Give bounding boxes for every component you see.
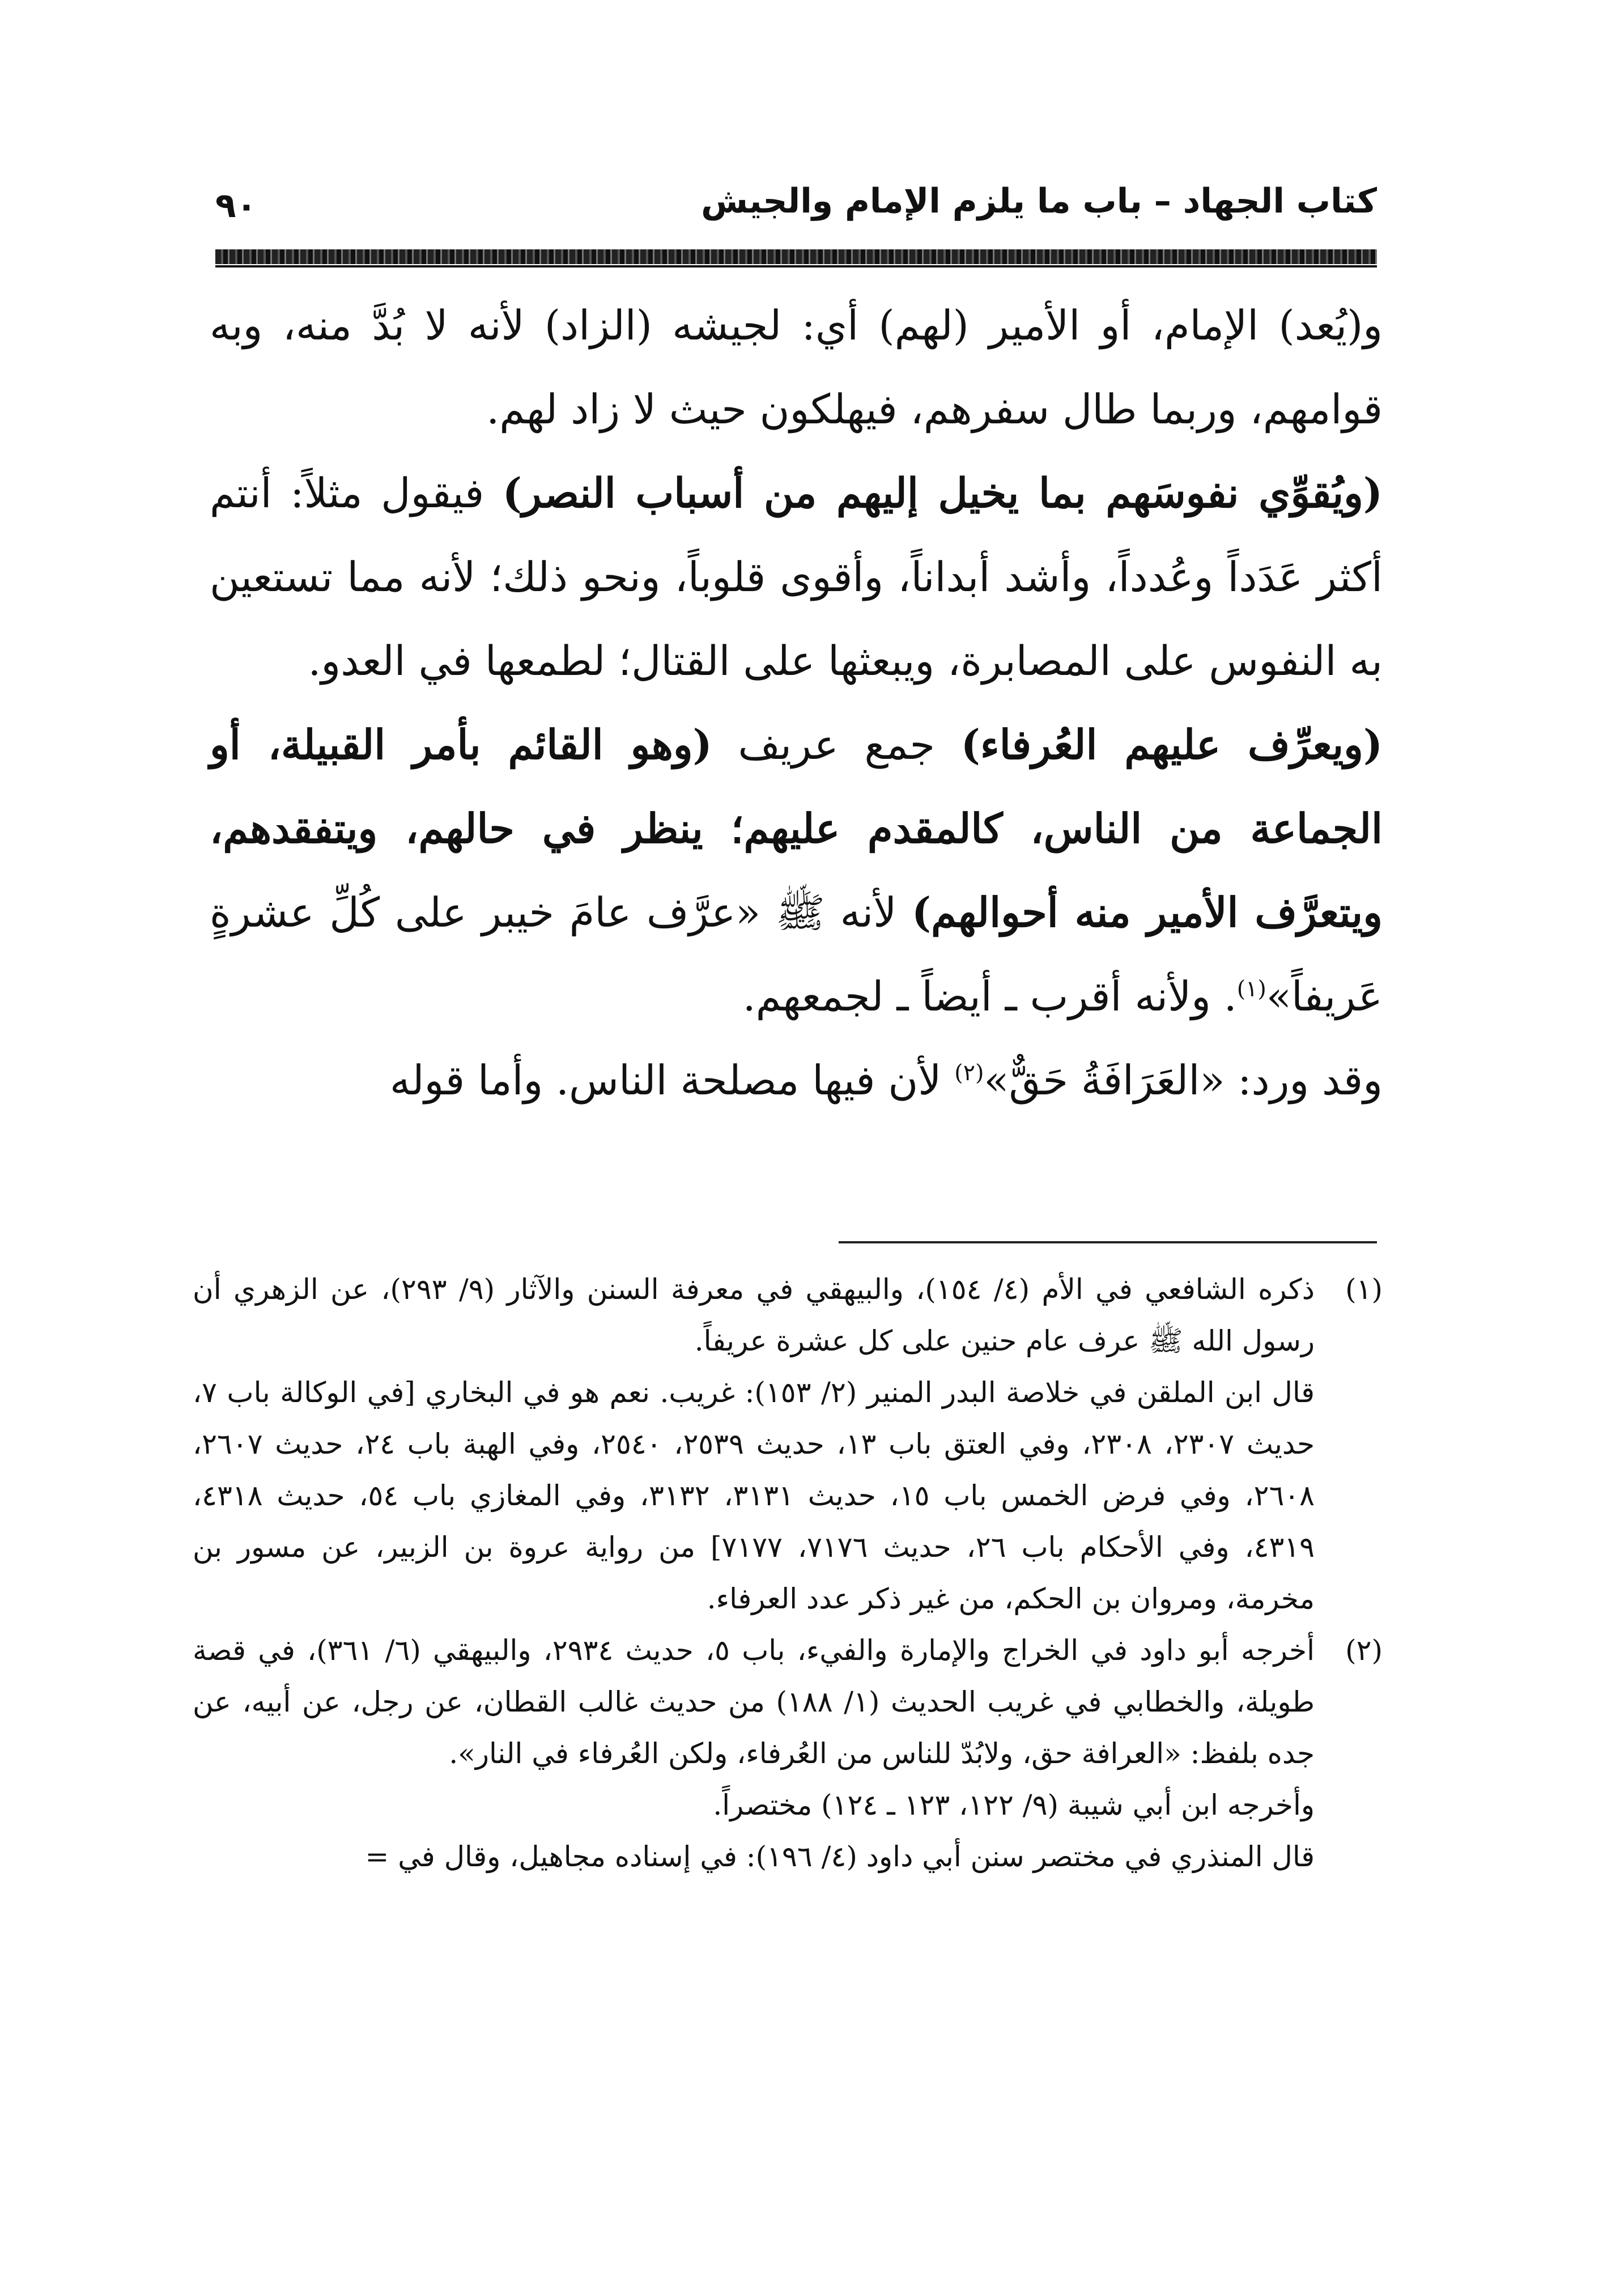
footnote-divider bbox=[839, 1241, 1377, 1243]
running-header bbox=[215, 181, 1377, 244]
main-text bbox=[210, 283, 1383, 1122]
page-number: ٩٠ bbox=[215, 186, 257, 226]
footnote-line: قال المنذري في مختصر سنن أبي داود (٤/ ١٩٦): في إسناده مجاهيل، وقال في = bbox=[365, 1840, 1315, 1873]
commentary-text: لأن فيها مصلحة الناس. وأما قوله bbox=[389, 1056, 955, 1104]
paragraph-3 bbox=[210, 703, 1383, 1038]
commentary-text: لأنه ﷺ «عرَّف عامَ خيبر على كُلِّ عشرةٍ عَريفاً» bbox=[210, 889, 1383, 1020]
footnote-ref-1: (١) bbox=[1236, 976, 1266, 1002]
footnote-line: قال ابن الملقن في خلاصة البدر المنير (٢/ ١٥٣): غريب. نعم هو في البخاري [في الوكالة باب ٧، حديث ٢٣٠٧، ٢٣٠٨، وفي العتق باب ١٣، حديث ٢٥٣٩، ٢٥٤٠، وفي الهبة باب ٢٤، حديث ٢٦٠٧، ٢٦٠٨، وفي فرض الخمس باب ١٥، حديث ٣١٣١، ٣١٣٢، وفي المغازي باب ٥٤، حديث ٤٣١٨، ٤٣١٩، وفي الأحكام باب ٢٦، حديث ٧١٧٦، ٧١٧٧] من رواية عروة بن الزبير، عن مسور بن مخرمة، ومروان بن الحكم، من غير ذكر عدد العرفاء. bbox=[193, 1376, 1315, 1615]
running-title: كتاب الجهاد – باب ما يلزم الإمام والجيش bbox=[701, 181, 1377, 221]
header-divider bbox=[215, 249, 1377, 264]
paragraph-1: و(يُعد) الإمام، أو الأمير (لهم) أي: لجيشه (الزاد) لأنه لا بُدَّ منه، وبه قوامهم، وربما طال سفرهم، فيهلكون حيث لا زاد لهم. bbox=[210, 302, 1383, 433]
footnote-body bbox=[193, 1264, 1315, 1625]
paragraph-4 bbox=[210, 1038, 1383, 1122]
footnote-line: أخرجه أبو داود في الخراج والإمارة والفيء، باب ٥، حديث ٢٩٣٤، والبيهقي (٦/ ٣٦١)، في قصة طويلة، والخطابي في غريب الحديث (١/ ١٨٨) من حديث غالب القطان، عن رجل، عن أبيه، عن جده بلفظ: «العرافة حق، ولابُدّ للناس من العُرفاء، ولكن العُرفاء في النار». bbox=[193, 1634, 1315, 1770]
footnotes bbox=[193, 1264, 1383, 1883]
footnote-2 bbox=[193, 1625, 1383, 1883]
footnote-number: (١) bbox=[1345, 1273, 1383, 1306]
footnote-number: (٢) bbox=[1345, 1634, 1383, 1667]
commentary-text: وقد ورد: «العَرَافَةُ حَقٌّ» bbox=[984, 1056, 1383, 1104]
matn-text: (ويُقوِّي نفوسَهم بما يخيل إليهم من أسباب النصر) bbox=[502, 469, 1383, 517]
commentary-text: فيقول مثلاً: أنتم أكثر عَدَداً وعُدداً، وأشد أبداناً، وأقوى قلوباً، ونحو ذلك؛ لأنه مما تستعين به النفوس على المصابرة، ويبعثها على القتال؛ لطمعها في العدو. bbox=[210, 469, 1383, 685]
footnote-body bbox=[193, 1625, 1315, 1883]
footnote-1 bbox=[193, 1264, 1383, 1625]
footnote-line: وأخرجه ابن أبي شيبة (٩/ ١٢٢، ١٢٣ ـ ١٢٤) مختصراً. bbox=[713, 1789, 1315, 1821]
commentary-text: . ولأنه أقرب ـ أيضاً ـ لجمعهم. bbox=[742, 973, 1237, 1020]
footnote-ref-2: (٢) bbox=[954, 1060, 984, 1086]
matn-text: (ويعرِّف عليهم العُرفاء) bbox=[960, 720, 1383, 768]
matn-text: (وهو القائم بأمر القبيلة، أو الجماعة من الناس، كالمقدم عليهم؛ ينظر في حالهم، ويتفقدهم، ويتعرَّف الأمير منه أحوالهم) bbox=[210, 720, 1383, 936]
footnote-line: ذكره الشافعي في الأم (٤/ ١٥٤)، والبيهقي في معرفة السنن والآثار (٩/ ٢٩٣)، عن الزهري أن رسول الله ﷺ عرف عام حنين على كل عشرة عريفاً. bbox=[193, 1273, 1315, 1357]
commentary-text: جمع عريف bbox=[712, 721, 961, 768]
paragraph-2 bbox=[210, 451, 1383, 703]
